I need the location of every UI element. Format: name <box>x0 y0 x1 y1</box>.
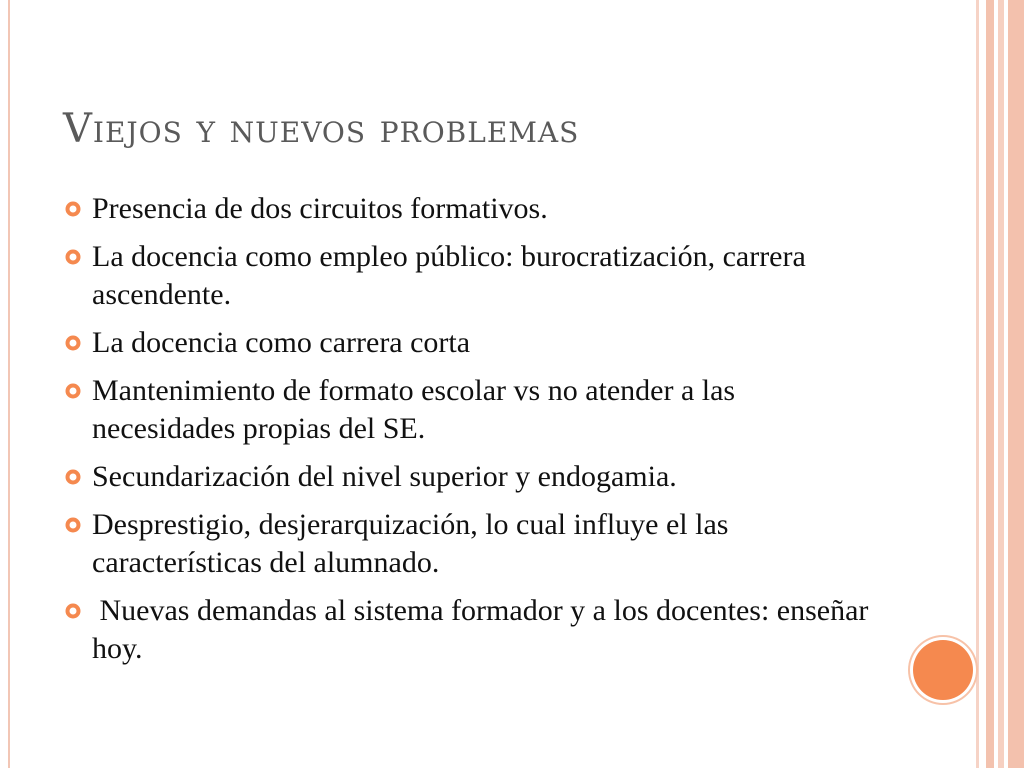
bullet-item <box>63 238 883 314</box>
ring-bullet-icon <box>65 335 81 351</box>
decorative-circle <box>913 640 973 700</box>
bullet-item <box>63 324 883 362</box>
bullet-item <box>63 372 883 448</box>
right-stripe <box>976 0 979 768</box>
ring-bullet-icon <box>65 383 81 399</box>
right-stripe <box>1008 0 1024 768</box>
bullet-text: Secundarización del nivel superior y endogamia. <box>92 460 677 493</box>
right-stripe <box>986 0 994 768</box>
bullet-item <box>63 592 883 668</box>
bullet-list <box>63 190 883 678</box>
bullet-text: La docencia como carrera corta <box>92 326 471 359</box>
right-stripe <box>998 0 1004 768</box>
bullet-item <box>63 506 883 582</box>
ring-bullet-icon <box>65 517 81 533</box>
ring-bullet-icon <box>65 201 81 217</box>
left-border-line <box>8 0 10 768</box>
bullet-text: Mantenimiento de formato escolar vs no atender a las necesidades propias del SE. <box>92 374 736 445</box>
bullet-text: La docencia como empleo público: burocratización, carrera ascendente. <box>92 240 806 311</box>
bullet-text: Presencia de dos circuitos formativos. <box>92 192 548 225</box>
bullet-text: Nuevas demandas al sistema formador y a los docentes: enseñar hoy. <box>92 594 876 665</box>
ring-bullet-icon <box>65 249 81 265</box>
ring-bullet-icon <box>65 469 81 485</box>
slide-title: Viejos y nuevos problemas <box>63 106 580 152</box>
bullet-text: Desprestigio, desjerarquización, lo cual influye el las características del alumnado. <box>92 508 729 579</box>
bullet-item <box>63 190 883 228</box>
ring-bullet-icon <box>65 603 81 619</box>
bullet-item <box>63 458 883 496</box>
